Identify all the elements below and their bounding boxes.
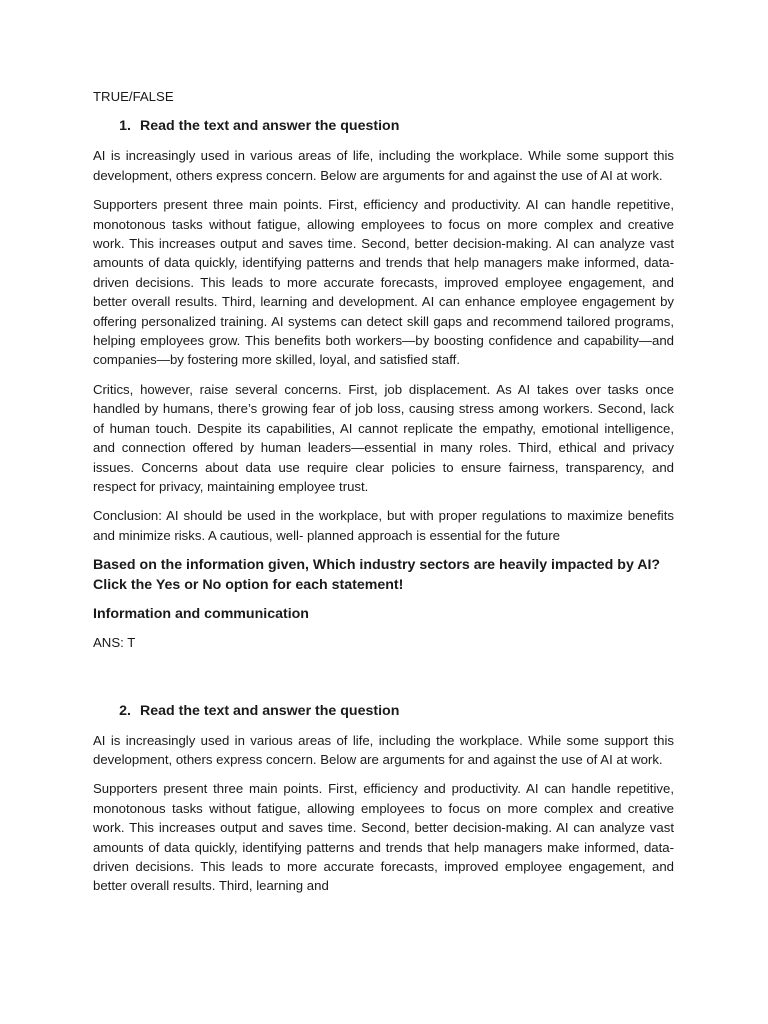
question-1-paragraph-critics: Critics, however, raise several concerns. First, job displacement. As AI takes over tasks once handled by humans, there’s growing fear of job loss, causing stress among workers. Second, lack of human touch. Despite its capabilities, AI cannot replicate the empathy, emotional intelligence, and connection offered by human leaders—essential in many roles. Third, ethical and privacy issues. Concerns about data use require clear policies to ensure fairness, transparency, and respect for privacy, maintaining employee trust.	[93, 381, 674, 494]
question-2-paragraph-intro: AI is increasingly used in various areas of life, including the workplace. While some support this development, others express concern. Below are arguments for and against the use of AI at work.	[93, 732, 674, 767]
question-1-statement: Information and communication	[93, 606, 309, 623]
question-1-heading-text: Read the text and answer the question	[140, 118, 400, 135]
question-2-heading	[93, 701, 674, 721]
question-1-paragraph-intro: AI is increasingly used in various areas of life, including the workplace. While some support this development, others express concern. Below are arguments for and against the use of AI at work.	[93, 148, 674, 183]
section-label: TRUE/FALSE	[93, 89, 174, 104]
question-2-paragraph-supporters: Supporters present three main points. First, efficiency and productivity. AI can handle repetitive, monotonous tasks without fatigue, allowing employees to focus on more complex and creative work. This increases output and saves time. Second, better decision-making. AI can analyze vast amounts of data quickly, identifying patterns and trends that help managers make informed, data-driven decisions. This leads to more accurate forecasts, improved employee engagement, and better overall results. Third, learning and	[93, 781, 674, 894]
question-2-number: 2.	[119, 702, 131, 719]
question-1-prompt: Based on the information given, Which industry sectors are heavily impacted by AI? Click the Yes or No option for each statement!	[93, 557, 661, 594]
question-1-answer: ANS: T	[93, 635, 136, 651]
question-1-heading	[93, 116, 674, 136]
question-1-paragraph-supporters: Supporters present three main points. First, efficiency and productivity. AI can handle repetitive, monotonous tasks without fatigue, allowing employees to focus on more complex and creative work. This increases output and saves time. Second, better decision-making. AI can analyze vast amounts of data quickly, identifying patterns and trends that help managers make informed, data-driven decisions. This leads to more accurate forecasts, improved employee engagement, and better overall results. Third, learning and development. AI can enhance employee engagement by offering personalized training. AI systems can detect skill gaps and recommend tailored programs, helping employees grow. This benefits both workers—by boosting confidence and capability—and companies—by fostering more skilled, loyal, and satisfied staff.	[93, 197, 674, 368]
question-2-heading-text: Read the text and answer the question	[140, 702, 400, 719]
spacer	[93, 663, 674, 701]
question-1-paragraph-conclusion: Conclusion: AI should be used in the workplace, but with proper regulations to maximize benefits and minimize risks. A cautious, well- planned approach is essential for the future	[93, 508, 674, 543]
question-1-number: 1.	[119, 118, 131, 135]
